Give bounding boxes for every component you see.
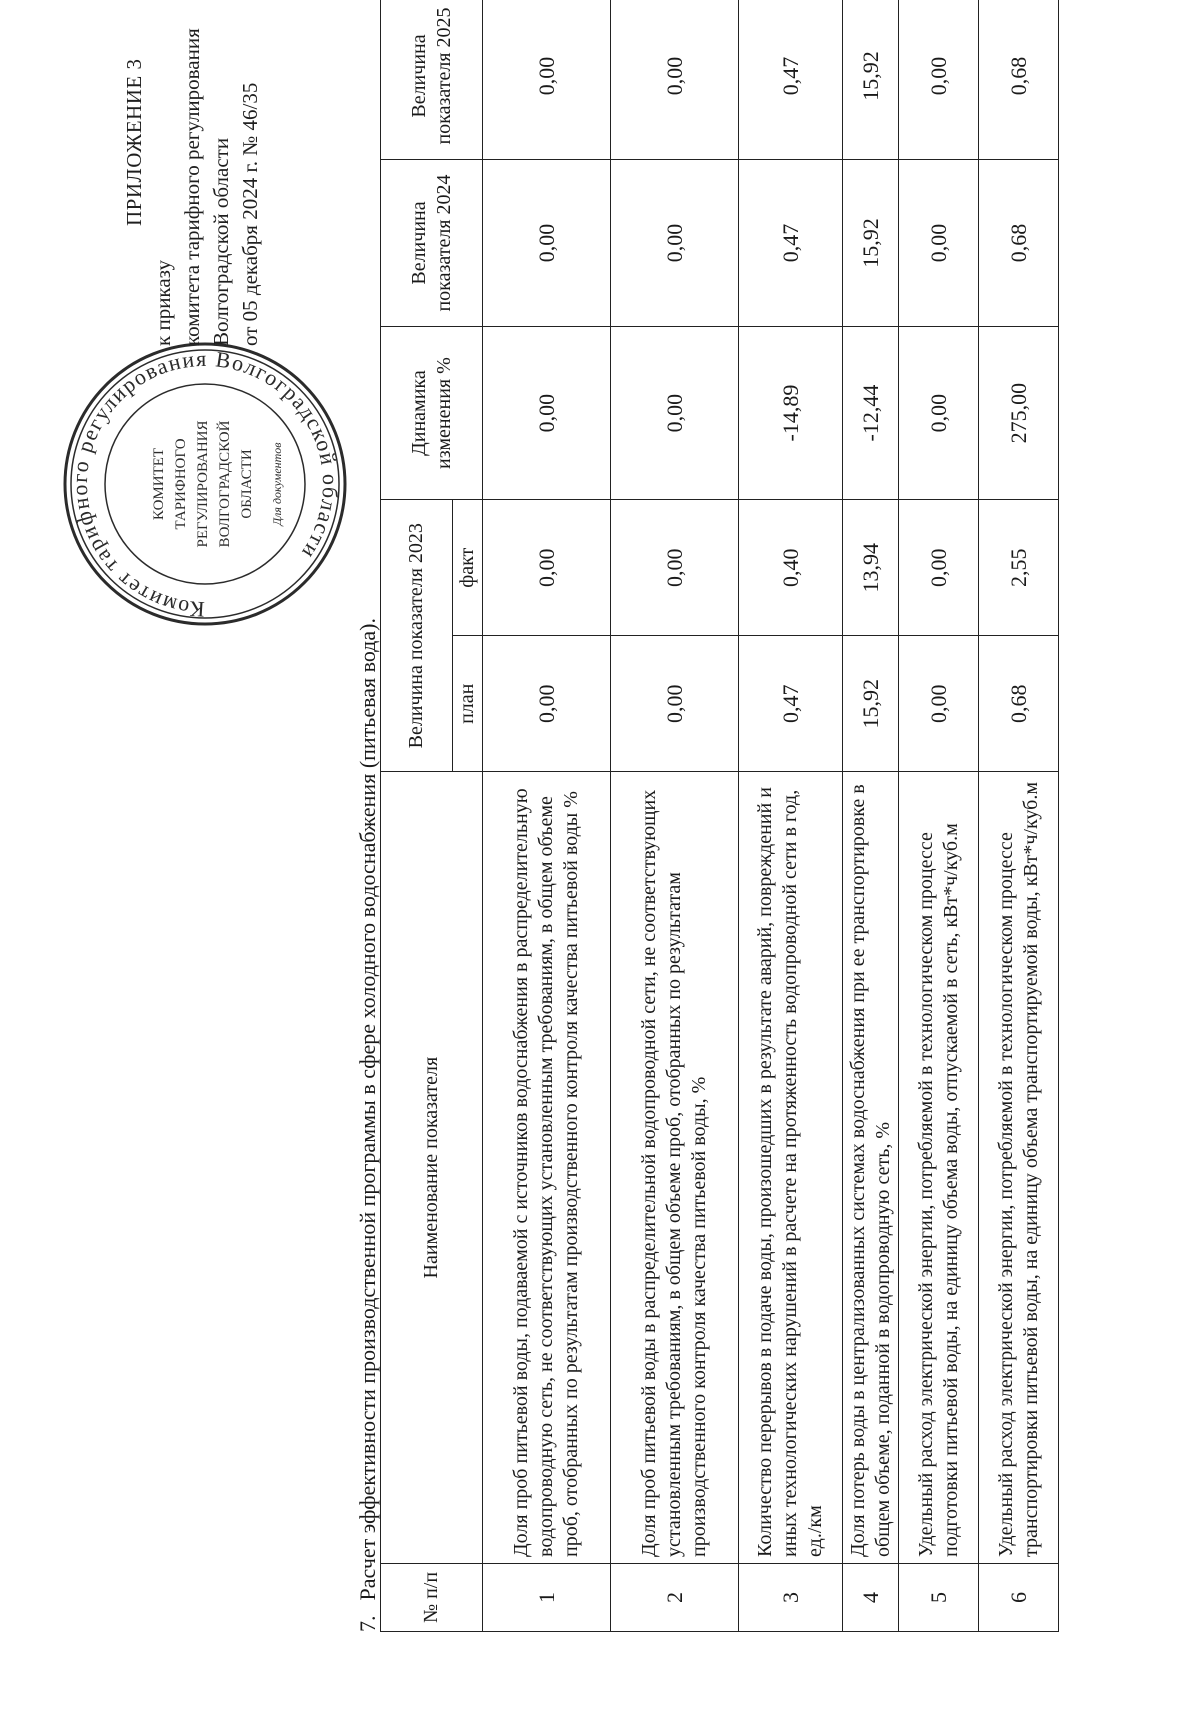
row-fact: 0,00 xyxy=(483,500,611,636)
header-value-2023: Величина показателя 2023 xyxy=(381,500,453,772)
row-value-2025: 0,00 xyxy=(899,0,979,160)
header-dynamics: Динамика изменения % xyxy=(381,327,483,500)
row-fact: 2,55 xyxy=(979,500,1059,636)
svg-text:ОБЛАСТИ: ОБЛАСТИ xyxy=(239,449,255,519)
table-row xyxy=(739,0,843,1632)
svg-text:КОМИТЕТ: КОМИТЕТ xyxy=(151,447,167,521)
row-plan: 0,00 xyxy=(899,636,979,772)
row-num: 3 xyxy=(739,1563,843,1631)
row-name: Доля проб питьевой воды, подаваемой с источников водоснабжения в распределительную водопроводную сеть, не соответствующих установленным требованиям, в общем объеме проб, отобранных по результатам производственного контроля качества питьевой воды % xyxy=(483,772,611,1564)
row-num: 4 xyxy=(843,1563,899,1631)
header-plan: план xyxy=(453,636,483,772)
appendix-title: ПРИЛОЖЕНИЕ 3 xyxy=(122,58,146,226)
row-fact: 0,40 xyxy=(739,500,843,636)
header-value-2024: Величина показателя 2024 xyxy=(381,160,483,327)
row-dynamics: 0,00 xyxy=(483,327,611,500)
row-dynamics: 0,00 xyxy=(899,327,979,500)
row-dynamics: -12,44 xyxy=(843,327,899,500)
official-stamp xyxy=(55,334,355,634)
row-plan: 15,92 xyxy=(843,636,899,772)
row-value-2025: 15,92 xyxy=(843,0,899,160)
row-plan: 0,00 xyxy=(483,636,611,772)
stamp-seal-icon xyxy=(55,334,355,634)
row-plan: 0,47 xyxy=(739,636,843,772)
row-value-2024: 0,68 xyxy=(979,160,1059,327)
section-title xyxy=(355,332,381,1632)
section-number: 7. xyxy=(355,1615,380,1632)
row-value-2024: 0,00 xyxy=(611,160,739,327)
row-value-2024: 0,00 xyxy=(483,160,611,327)
row-value-2025: 0,47 xyxy=(739,0,843,160)
row-name: Удельный расход электрической энергии, потребляемой в технологическом процессе транспортировки питьевой воды, на единицу объема транспортируемой воды, кВт*ч/куб.м xyxy=(979,772,1059,1564)
row-value-2025: 0,00 xyxy=(483,0,611,160)
svg-text:Для документов: Для документов xyxy=(270,442,284,526)
row-name: Доля потерь воды в централизованных системах водоснабжения при ее транспортировке в общем объеме, поданной в водопроводную сеть, % xyxy=(843,772,899,1564)
row-num: 2 xyxy=(611,1563,739,1631)
row-plan: 0,00 xyxy=(611,636,739,772)
indicators-table xyxy=(380,0,1059,1632)
header-value-2025: Величина показателя 2025 xyxy=(381,0,483,160)
row-value-2024: 0,00 xyxy=(899,160,979,327)
appendix-line-region: Волгоградской области xyxy=(209,137,233,346)
row-name: Количество перерывов в подаче воды, произошедших в результате аварий, повреждений и иных технологических нарушений в расчете на протяженность водопроводной сети в год, ед./км xyxy=(739,772,843,1564)
row-value-2025: 0,68 xyxy=(979,0,1059,160)
row-plan: 0,68 xyxy=(979,636,1059,772)
row-fact: 0,00 xyxy=(611,500,739,636)
row-value-2025: 0,00 xyxy=(611,0,739,160)
row-dynamics: -14,89 xyxy=(739,327,843,500)
row-dynamics: 275,00 xyxy=(979,327,1059,500)
row-value-2024: 15,92 xyxy=(843,160,899,327)
appendix-line-date: от 05 декабря 2024 г. № 46/35 xyxy=(238,82,262,346)
row-name: Доля проб питьевой воды в распределительной водопроводной сети, не соответствующих установленным требованиям, в общем объеме проб, отобранных по результатам производственного контроля качества питьевой воды, % xyxy=(611,772,739,1564)
svg-text:ВОЛГОГРАДСКОЙ: ВОЛГОГРАДСКОЙ xyxy=(217,420,233,548)
appendix-line-order: к приказу xyxy=(151,260,175,346)
appendix-line-committee: комитета тарифного регулирования xyxy=(180,28,204,346)
row-name: Удельный расход электрической энергии, потребляемой в технологическом процессе подготовки питьевой воды, на единицу объема воды, отпускаемой в сеть, кВт*ч/куб.м xyxy=(899,772,979,1564)
svg-text:РЕГУЛИРОВАНИЯ: РЕГУЛИРОВАНИЯ xyxy=(195,420,211,548)
header-name: Наименование показателя xyxy=(381,772,483,1564)
svg-text:ТАРИФНОГО: ТАРИФНОГО xyxy=(173,438,189,530)
row-fact: 0,00 xyxy=(899,500,979,636)
table-row xyxy=(899,0,979,1632)
table-row xyxy=(483,0,611,1632)
row-num: 1 xyxy=(483,1563,611,1631)
header-fact: факт xyxy=(453,500,483,636)
section-title-text: Расчет эффективности производственной программы в сфере холодного водоснабжения (питьевая вода). xyxy=(355,618,380,1601)
row-num: 5 xyxy=(899,1563,979,1631)
appendix-header xyxy=(120,6,265,346)
svg-text:Комитет тарифного регулировани: Комитет тарифного регулирования Волгоградской области xyxy=(66,345,344,623)
table-row xyxy=(843,0,899,1632)
row-num: 6 xyxy=(979,1563,1059,1631)
row-fact: 13,94 xyxy=(843,500,899,636)
table-row xyxy=(611,0,739,1632)
table-row xyxy=(979,0,1059,1632)
row-dynamics: 0,00 xyxy=(611,327,739,500)
header-num: № п/п xyxy=(381,1563,483,1631)
row-value-2024: 0,47 xyxy=(739,160,843,327)
